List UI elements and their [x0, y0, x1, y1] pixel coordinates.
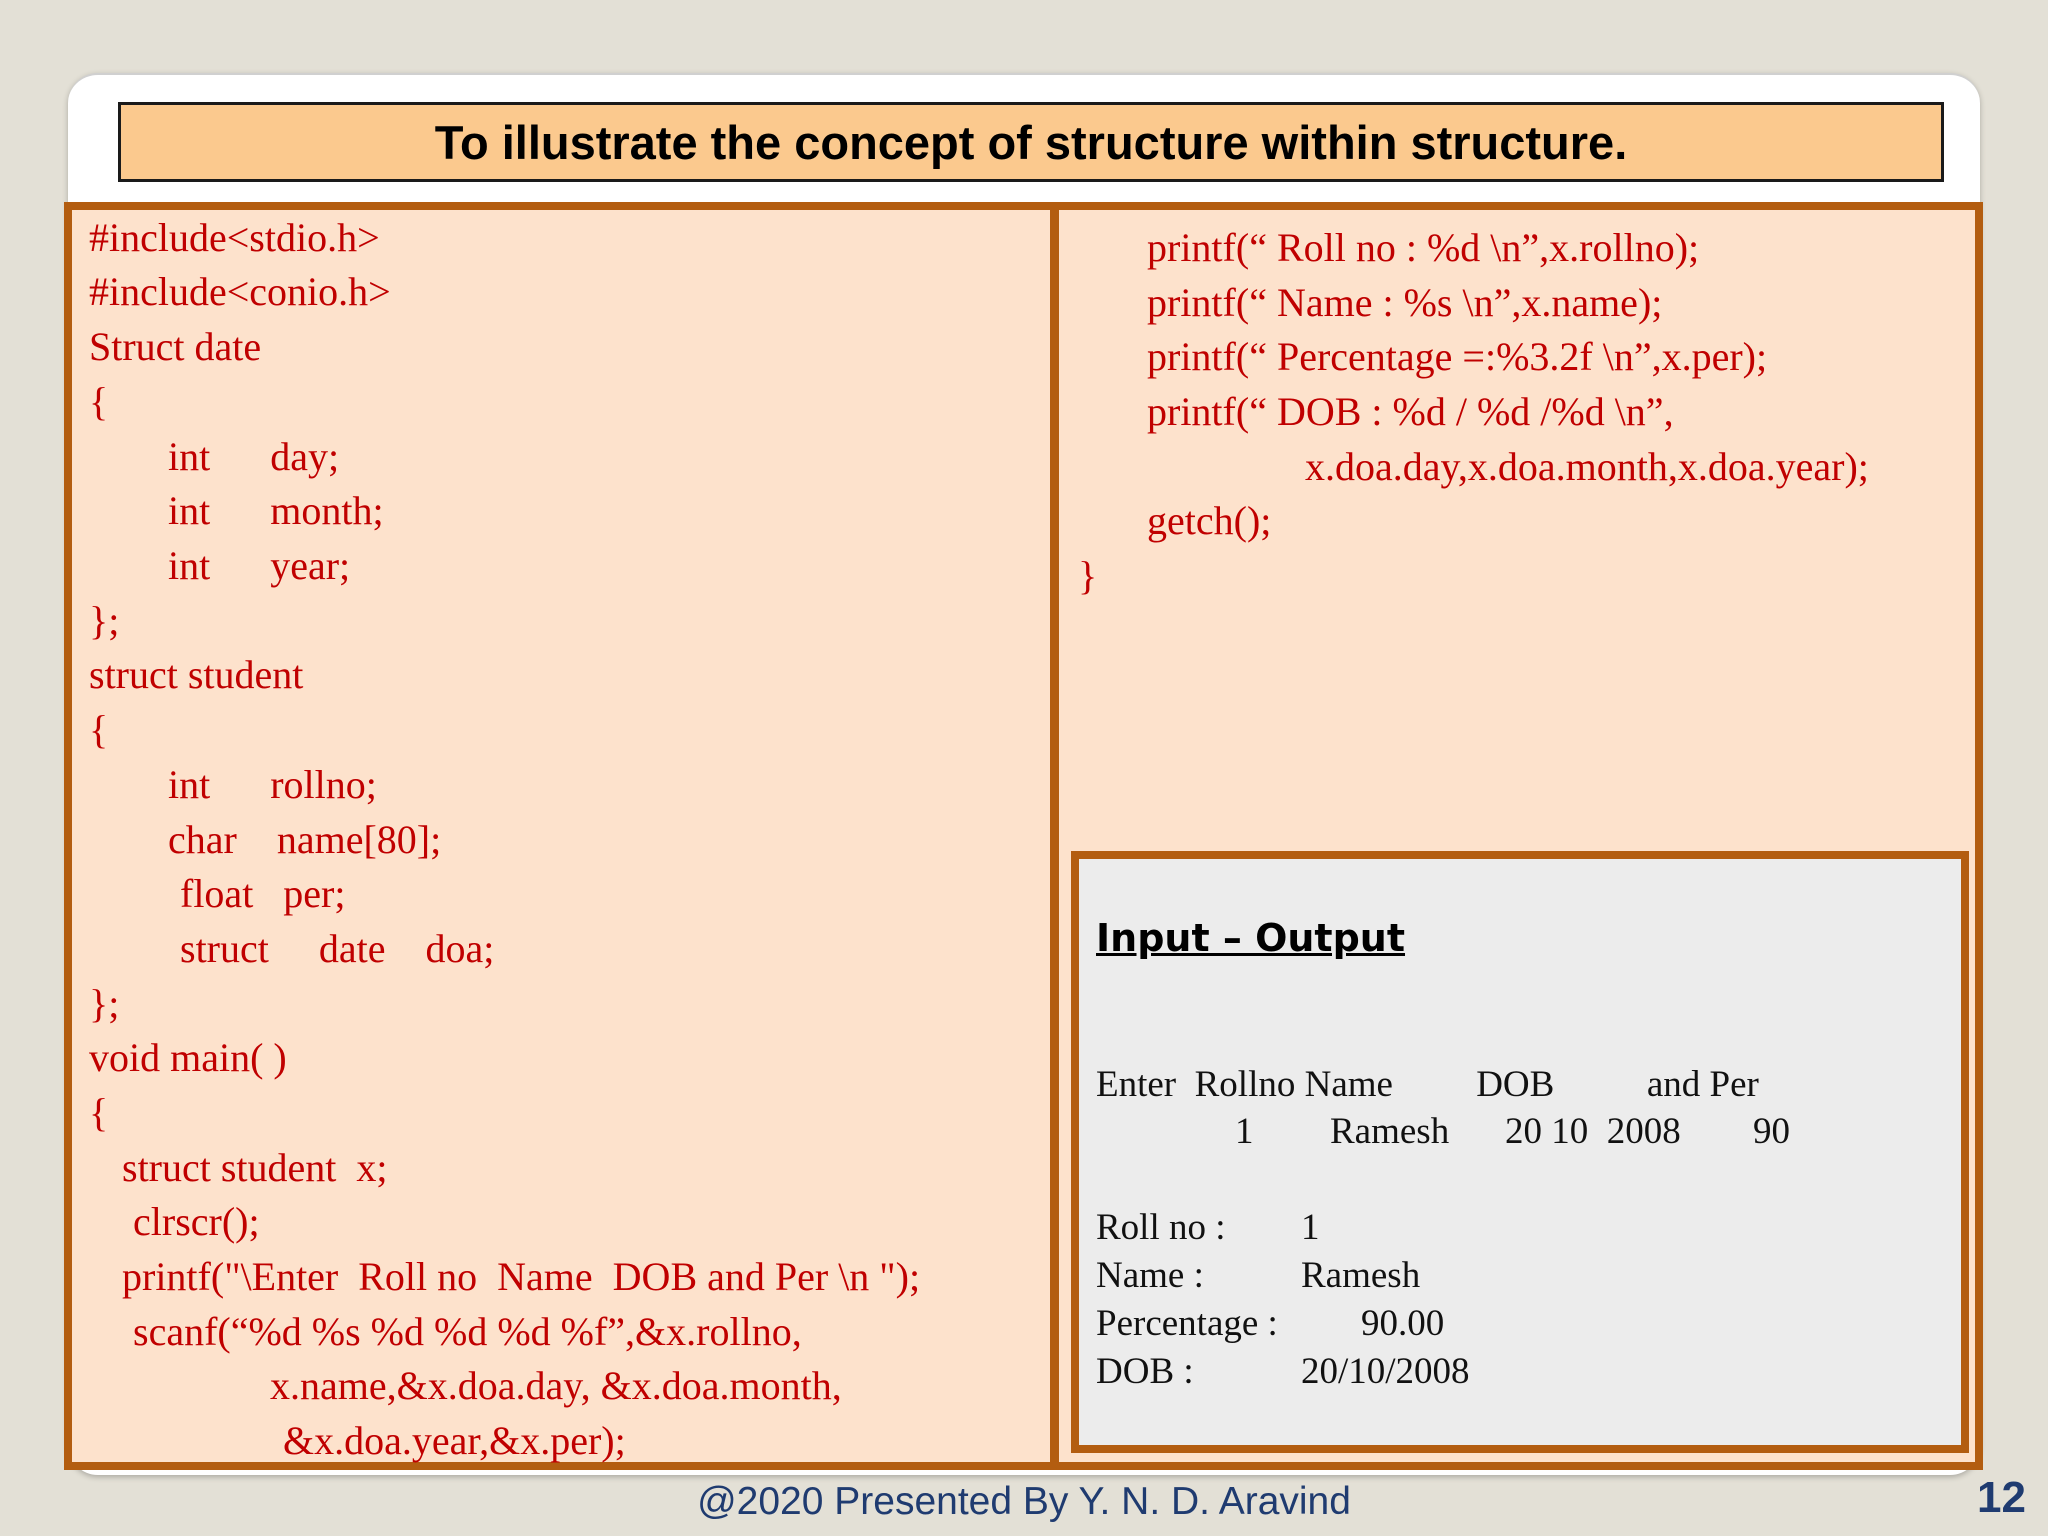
code-line: scanf(“%d %s %d %d %d %f”,&x.rollno, — [133, 1309, 802, 1354]
code-line: int year; — [168, 543, 351, 588]
code-line: int month; — [168, 488, 384, 533]
code-line: printf(“ Percentage =:%3.2f \n”,x.per); — [1147, 334, 1768, 379]
code-line: x.name,&x.doa.day, &x.doa.month, — [270, 1363, 842, 1408]
code-line: printf("\Enter Roll no Name DOB and Per \n "); — [122, 1254, 921, 1299]
code-line: x.doa.day,x.doa.month,x.doa.year); — [1305, 444, 1869, 489]
code-line: { — [89, 1090, 109, 1135]
code-line: } — [1078, 553, 1098, 598]
code-line: printf(“ Roll no : %d \n”,x.rollno); — [1147, 225, 1700, 270]
code-line: void main( ) — [89, 1035, 287, 1080]
code-line: #include<conio.h> — [89, 269, 391, 314]
page-number: 12 — [1977, 1473, 2026, 1522]
code-line: { — [89, 707, 109, 752]
io-line: Roll no : — [1096, 1207, 1226, 1248]
io-line: 1 — [1301, 1207, 1320, 1248]
io-line: 90.00 — [1361, 1303, 1445, 1344]
io-line: DOB : — [1096, 1351, 1194, 1392]
io-line: 20/10/2008 — [1301, 1351, 1470, 1392]
column-divider — [1050, 202, 1059, 1470]
code-line: &x.doa.year,&x.per); — [283, 1418, 626, 1463]
slide-title: To illustrate the concept of structure within structure. — [434, 115, 1628, 169]
io-line: 1 — [1235, 1111, 1254, 1152]
io-line: Ramesh — [1301, 1255, 1421, 1296]
code-line: #include<stdio.h> — [89, 215, 380, 260]
code-line: clrscr(); — [133, 1199, 260, 1244]
io-line: Name : — [1096, 1255, 1204, 1296]
io-heading: Input – Output — [1096, 916, 1406, 960]
code-line: }; — [89, 598, 120, 643]
code-line: int rollno; — [168, 762, 377, 807]
code-line: Struct date — [89, 324, 262, 369]
code-line: getch(); — [1147, 498, 1272, 543]
code-line: float per; — [180, 871, 346, 916]
code-line: struct date doa; — [180, 926, 495, 971]
code-line: int day; — [168, 434, 340, 479]
io-line: 20 10 2008 — [1505, 1111, 1681, 1152]
code-line: struct student x; — [122, 1145, 388, 1190]
io-line: Enter Rollno Name DOB and Per — [1096, 1064, 1759, 1105]
io-line: 90 — [1753, 1111, 1790, 1152]
code-line: struct student — [89, 652, 304, 697]
io-line: Ramesh — [1330, 1111, 1450, 1152]
code-line: printf(“ DOB : %d / %d /%d \n”, — [1147, 389, 1674, 434]
title-box — [118, 102, 1944, 182]
code-line: { — [89, 379, 109, 424]
code-line: char name[80]; — [168, 817, 442, 862]
footer-credit: @2020 Presented By Y. N. D. Aravind — [697, 1480, 1351, 1523]
io-line: Percentage : — [1096, 1303, 1278, 1344]
code-line: printf(“ Name : %s \n”,x.name); — [1147, 280, 1663, 325]
code-line: }; — [89, 981, 120, 1026]
